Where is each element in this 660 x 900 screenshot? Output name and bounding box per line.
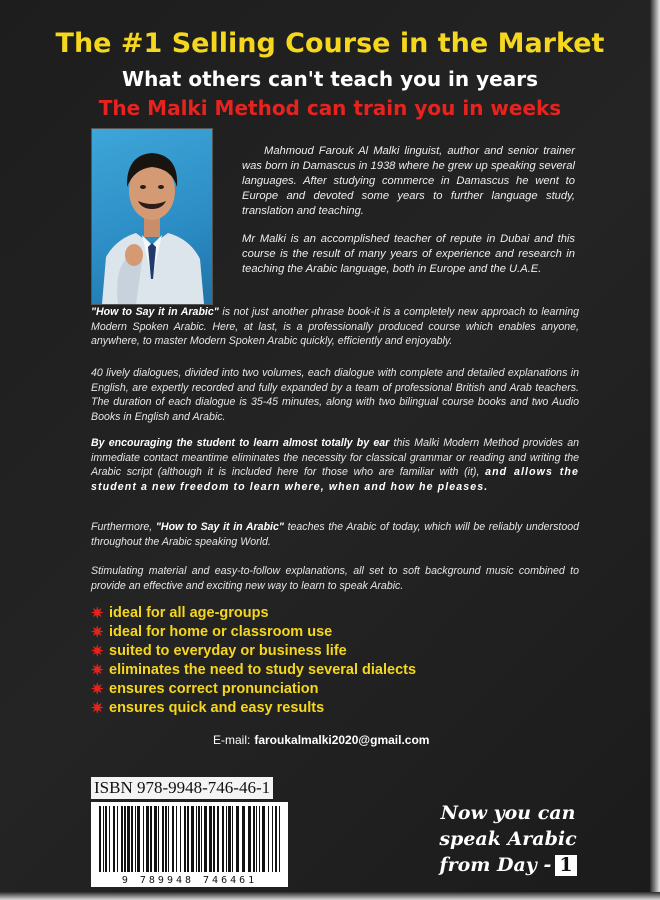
feature-item: ✷ eliminates the need to study several dialects	[91, 661, 417, 679]
method-text: this Malki Modern Method provides an immediate contact meantime eliminates the necessity for classical grammar or reading and writing the Arabic script (although it is included here for those who are familiar with (it),	[91, 437, 579, 478]
furthermore-paragraph	[91, 520, 579, 549]
author-bio-paragraph-2: Mr Malki is an accomplished teacher of repute in Dubai and this course is the result of many years of experience and research in teaching the Arabic language, both in Europe and the U.A.E.	[242, 233, 575, 275]
feature-item: ✷ ensures quick and easy results	[91, 699, 325, 717]
dialogues-paragraph: 40 lively dialogues, divided into two volumes, each dialogue with complete and detailed explanations in English, are expertly recorded and fully expanded by a team of professional British and Arab teachers. The duration of each dialogue is 35-45 minutes, along with two bilingual course books and two Audio Books in English and Arabic.	[91, 367, 579, 423]
author-photo	[91, 128, 213, 305]
barcode	[91, 802, 288, 887]
author-bio-paragraph-1: Mahmoud Farouk Al Malki linguist, author and senior trainer was born in Damascus in 1938 where he grew up speaking several languages. After studying commerce in Damascus he went to Europe and devoted some years to further language study, translation and teaching.	[242, 145, 575, 217]
furthermore-text: teaches the Arabic of today, which will be reliably understood throughout the Arabic speaking World.	[91, 521, 579, 548]
intro-paragraph	[91, 305, 579, 349]
course-title-repeat: "How to Say it in Arabic"	[155, 521, 284, 533]
slogan	[408, 800, 608, 878]
feature-list	[91, 603, 416, 717]
method-lead: By encouraging the student to learn almost totally by ear	[91, 437, 390, 449]
email-label: E-mail:	[213, 733, 251, 747]
feature-item: ✷ ideal for home or classroom use	[91, 623, 333, 641]
feature-item: ✷ suited to everyday or business life	[91, 642, 347, 660]
intro-text: is not just another phrase book-it is a completely new approach to learning Modern Spoken Arabic. Here, at last, is a professionally produced course which enables anyone, anywhere, to master Modern Spoken Arabic quickly, efficiently and enjoyably.	[91, 306, 580, 347]
page-edge-right	[650, 0, 660, 900]
slogan-line-1: Now you can	[440, 802, 576, 824]
star-bullet-icon: ✷	[91, 642, 104, 660]
star-bullet-icon: ✷	[91, 699, 104, 717]
slogan-line-3: from Day - 1	[408, 852, 608, 878]
method-freedom: and allows the student a new freedom to learn where, when and how he pleases.	[91, 466, 579, 493]
star-bullet-icon: ✷	[91, 661, 104, 679]
materials-paragraph: Stimulating material and easy-to-follow explanations, all set to soft background music combined to provide an effective and exciting new way to learn to speak Arabic.	[91, 565, 579, 592]
method-paragraph	[91, 436, 579, 494]
headline-tagline: The Malki Method can train you in weeks	[98, 96, 562, 120]
slogan-line-2: speak Arabic	[439, 828, 577, 850]
star-bullet-icon: ✷	[91, 680, 104, 698]
feature-item: ✷ ensures correct pronunciation	[91, 680, 319, 698]
page-edge-bottom	[0, 892, 660, 900]
contact-email	[213, 733, 429, 747]
star-bullet-icon: ✷	[91, 604, 104, 622]
star-bullet-icon: ✷	[91, 623, 104, 641]
isbn-number: ISBN 978-9948-746-46-1	[91, 777, 273, 799]
headline-main: The #1 Selling Course in the Market	[55, 28, 605, 59]
furthermore-lead: Furthermore,	[91, 521, 156, 533]
feature-item: ✷ ideal for all age-groups	[91, 604, 269, 622]
barcode-digits: 9 789948 746461	[121, 875, 258, 886]
headline-sub: What others can't teach you in years	[122, 67, 538, 91]
course-title: "How to Say it in Arabic"	[91, 306, 219, 318]
day-number-badge: 1	[555, 855, 576, 876]
email-address: faroukalmalki2020@gmail.com	[254, 733, 430, 747]
